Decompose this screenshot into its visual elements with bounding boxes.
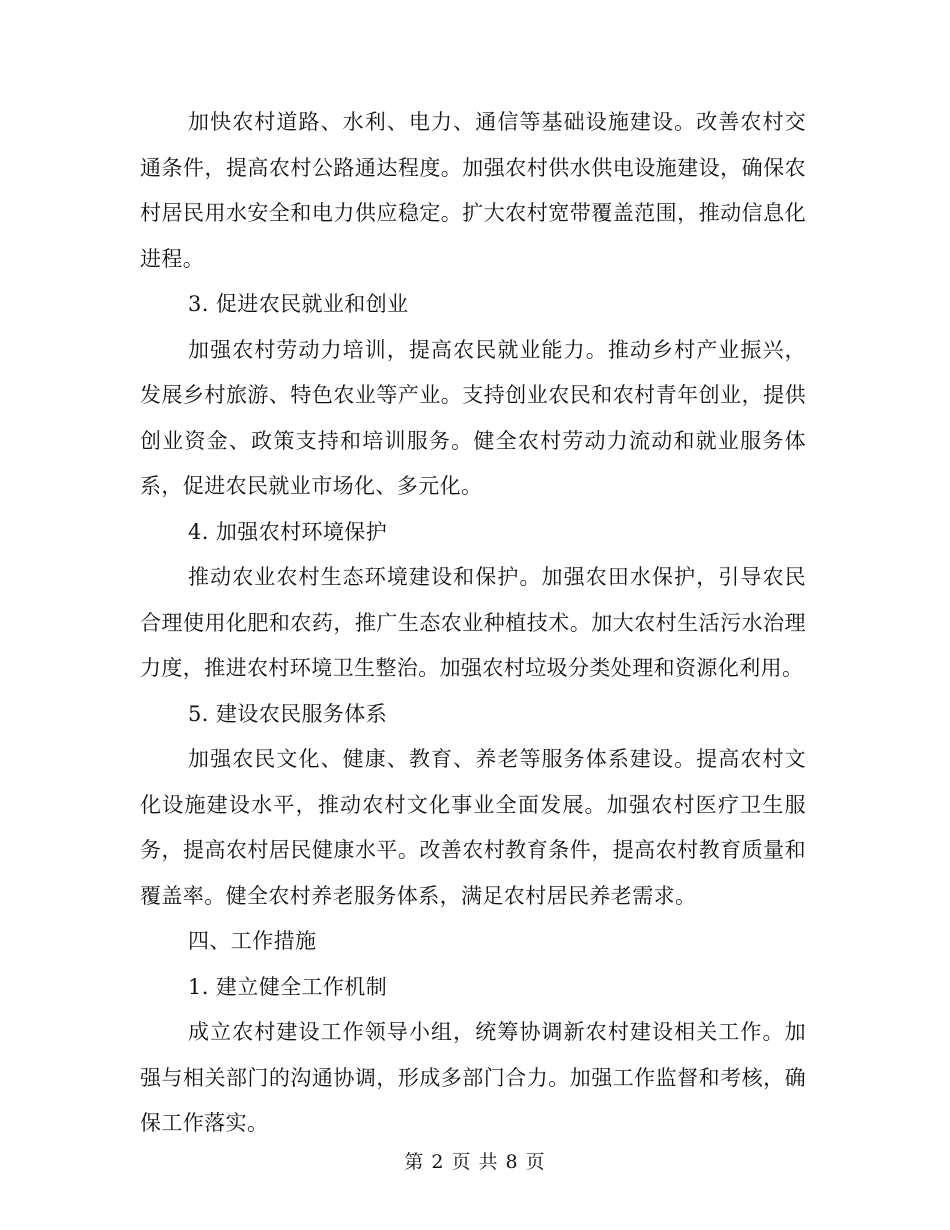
document-body [140,100,806,1147]
heading-employment: 3. 促进农民就业和创业 [188,292,409,316]
paragraph-mechanism: 成立农村建设工作领导小组，统筹协调新农村建设相关工作。加强与相关部门的沟通协调，形成多部门合力。加强工作监督和考核，确保工作落实。 [140,1020,806,1135]
heading-environment: 4. 加强农村环境保护 [188,519,388,544]
heading-mechanism: 1. 建立健全工作机制 [188,974,388,999]
page-number-footer: 第 2 页 共 8 页 [404,1151,546,1173]
section-heading-measures: 四、工作措施 [188,929,317,953]
paragraph-employment: 加强农村劳动力培训，提高农民就业能力。推动乡村产业振兴，发展乡村旅游、特色农业等产业。支持创业农民和农村青年创业，提供创业资金、政策支持和培训服务。健全农村劳动力流动和就业服务体系，促进农民就业市场化、多元化。 [140,337,806,498]
paragraph-infrastructure: 加快农村道路、水利、电力、通信等基础设施建设。改善农村交通条件，提高农村公路通达程度。加强农村供水供电设施建设，确保农村居民用水安全和电力供应稳定。扩大农村宽带覆盖范围，推动信息化进程。 [140,110,806,271]
paragraph-services: 加强农民文化、健康、教育、养老等服务体系建设。提高农村文化设施建设水平，推动农村文化事业全面发展。加强农村医疗卫生服务，提高农村居民健康水平。改善农村教育条件，提高农村教育质量和覆盖率。健全农村养老服务体系，满足农村居民养老需求。 [140,747,806,908]
paragraph-environment: 推动农业农村生态环境建设和保护。加强农田水保护，引导农民合理使用化肥和农药，推广生态农业种植技术。加大农村生活污水治理力度，推进农村环境卫生整治。加强农村垃圾分类处理和资源化利用。 [140,565,806,680]
heading-services: 5. 建设农民服务体系 [188,701,388,726]
